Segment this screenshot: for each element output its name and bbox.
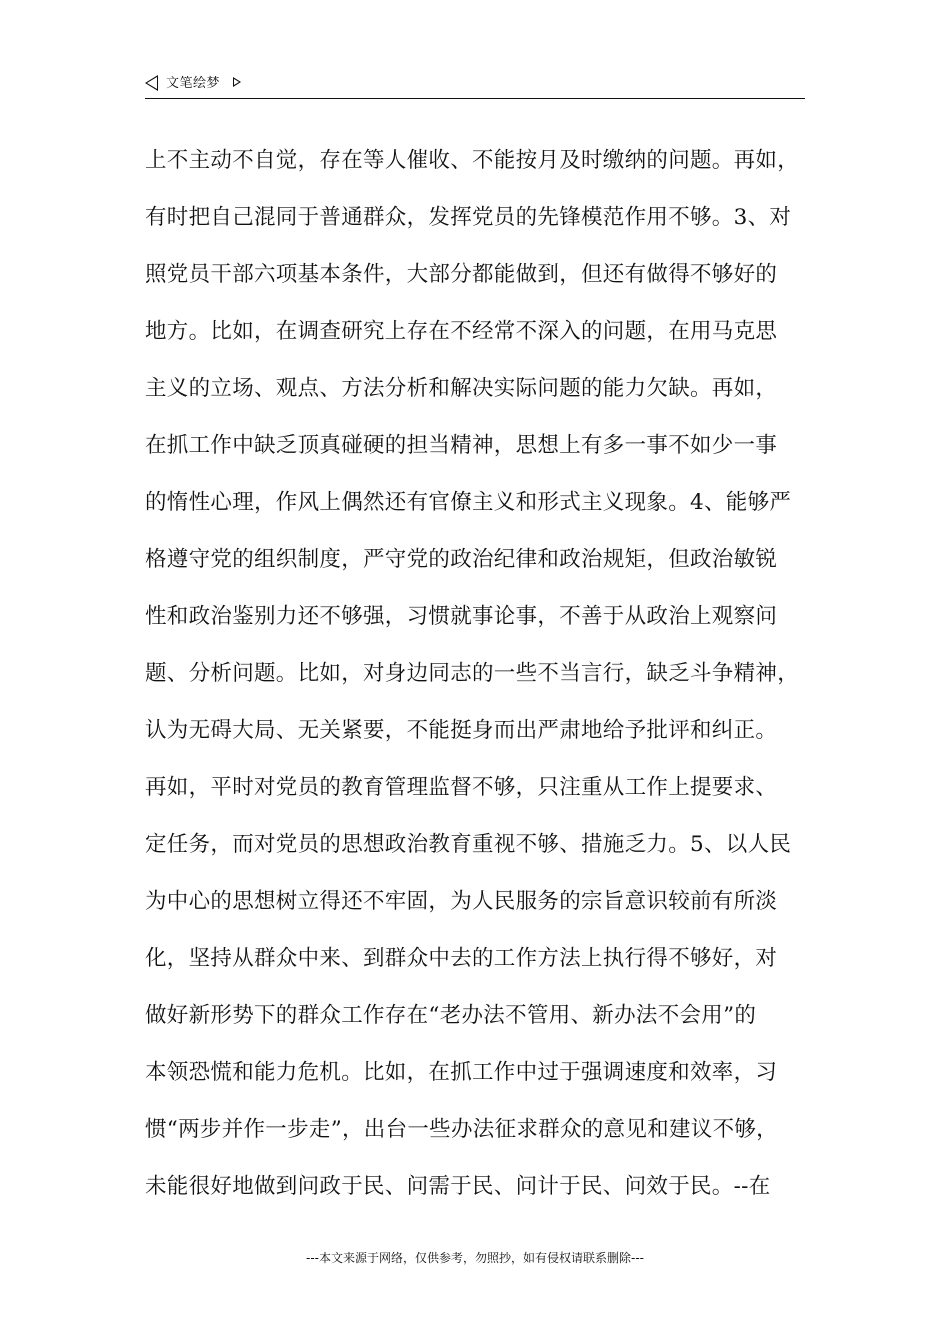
body-line: 在抓工作中缺乏顶真碰硬的担当精神，思想上有多一事不如少一事 bbox=[145, 433, 778, 458]
left-triangle-icon bbox=[145, 75, 158, 91]
body-line: 再如，平时对党员的教育管理监督不够，只注重从工作上提要求、 bbox=[145, 775, 778, 800]
body-line: 照党员干部六项基本条件，大部分都能做到，但还有做得不够好的 bbox=[145, 262, 778, 287]
body-line: 题、分析问题。比如，对身边同志的一些不当言行，缺乏斗争精神， bbox=[145, 661, 800, 686]
header-title: 文笔绘梦 bbox=[166, 76, 221, 91]
body-line: 未能很好地做到问政于民、问需于民、问计于民、问效于民。--在 bbox=[145, 1174, 771, 1199]
body-line: 主义的立场、观点、方法分析和解决实际问题的能力欠缺。再如， bbox=[145, 376, 778, 401]
body-line: 地方。比如，在调查研究上存在不经常不深入的问题，在用马克思 bbox=[145, 319, 778, 344]
page-footer: ---本文来源于网络，仅供参考，勿照抄，如有侵权请联系删除--- bbox=[306, 1251, 644, 1265]
body-line: 上不主动不自觉，存在等人催收、不能按月及时缴纳的问题。再如， bbox=[145, 148, 800, 173]
body-line: 格遵守党的组织制度，严守党的政治纪律和政治规矩，但政治敏锐 bbox=[145, 547, 778, 572]
body-line: 性和政治鉴别力还不够强，习惯就事论事，不善于从政治上观察问 bbox=[145, 604, 778, 629]
right-triangle-icon bbox=[233, 77, 241, 87]
page-header bbox=[145, 74, 805, 99]
body-line: 本领恐慌和能力危机。比如，在抓工作中过于强调速度和效率，习 bbox=[145, 1060, 778, 1085]
body-line: 认为无碍大局、无关紧要，不能挺身而出严肃地给予批评和纠正。 bbox=[145, 718, 778, 743]
body-line: 化，坚持从群众中来、到群众中去的工作方法上执行得不够好，对 bbox=[145, 946, 778, 971]
body-line: 的惰性心理，作风上偶然还有官僚主义和形式主义现象。4、能够严 bbox=[145, 490, 792, 515]
document-body bbox=[145, 132, 810, 1215]
body-line: 惯“两步并作一步走”，出台一些办法征求群众的意见和建议不够， bbox=[145, 1117, 778, 1142]
body-line: 做好新形势下的群众工作存在“老办法不管用、新办法不会用”的 bbox=[145, 1003, 757, 1028]
body-line: 定任务，而对党员的思想政治教育重视不够、措施乏力。5、以人民 bbox=[145, 832, 792, 857]
body-line: 为中心的思想树立得还不牢固，为人民服务的宗旨意识较前有所淡 bbox=[145, 889, 778, 914]
body-line: 有时把自己混同于普通群众，发挥党员的先锋模范作用不够。3、对 bbox=[145, 205, 792, 230]
